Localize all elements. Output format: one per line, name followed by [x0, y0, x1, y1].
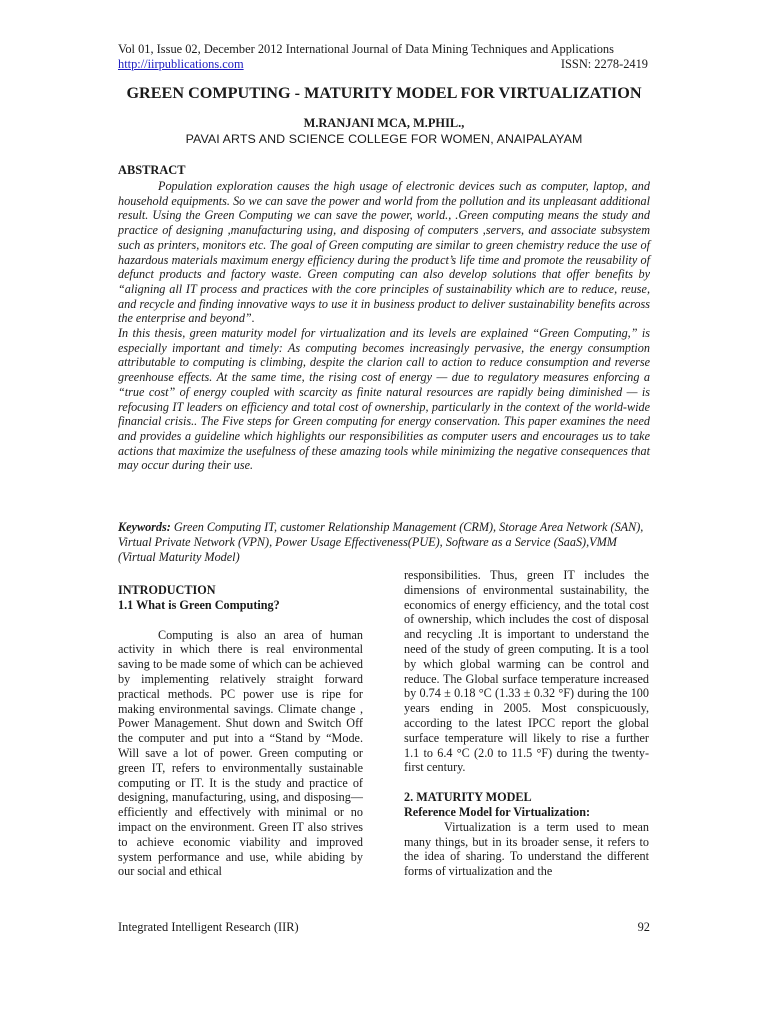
keywords-block	[118, 520, 650, 565]
abstract-body	[118, 179, 650, 473]
author-name: M.RANJANI MCA, M.PHIL.,	[303, 116, 465, 130]
page-number: 92	[637, 920, 650, 934]
introduction-heading: INTRODUCTION	[118, 583, 216, 597]
right-column	[404, 568, 649, 879]
keywords-text: Green Computing IT, customer Relationship Management (CRM), Storage Area Network (SAN), Virtual Private Network (VPN), Power Usage Effectiveness(PUE), Software as a Service (SaaS),VMM (Virtual Maturity Model)	[118, 520, 644, 564]
maturity-model-heading: 2. MATURITY MODEL	[404, 790, 532, 805]
left-column	[118, 568, 363, 879]
journal-url-link[interactable]: http://iirpublications.com	[118, 57, 244, 71]
what-is-green-computing-heading: 1.1 What is Green Computing?	[118, 597, 280, 612]
paper-title: GREEN COMPUTING - MATURITY MODEL FOR VIRTUALIZATION	[126, 84, 642, 102]
footer-journal: Integrated Intelligent Research (IIR)	[118, 920, 299, 934]
keywords-label: Keywords:	[118, 520, 171, 534]
reference-model-heading: Reference Model for Virtualization:	[404, 804, 591, 819]
right-column-body: responsibilities. Thus, green IT includes the dimensions of environmental sustainability, the economics of energy efficiency, and the total cost of ownership, which includes the cost of disposal and recycling .It is important to understand the need of the study of green computing. It is a tool by which global warming can be control and reduce. The Global surface temperature increased by 0.74 ± 0.18 °C (1.33 ± 0.32 °F) during the 100 years ending in 2005. Most conspicuously, according to the latest IPCC report the global surface temperature will likely to rise a further 1.1 to 6.4 °C (2.0 to 11.5 °F) during the twenty-first century.	[404, 568, 649, 775]
abstract-paragraph-1: Population exploration causes the high usage of electronic devices such as computer, laptop, and household equipments. So we can save the power and world from the pollution and its unpleasant additional result. Using the Green Computing we can save the power, world., .Green computing means the study and practice of designing ,manufacturing using, and disposing of computers ,servers, and associate subsystem such as printers, monitors etc. The goal of Green computing are similar to green chemistry reduce the use of hazardous materials maximum energy efficiency during the product’s life time and promote the reusability of defunct products and factory waste. Green computing can also develop solutions that offer benefits by “aligning all IT process and practices with the core principles of sustainability which are to reduce, reuse, and recycle and finding innovative ways to use it in business product to deliver sustainability benefits across the enterprise and beyond”.	[118, 179, 650, 326]
abstract-paragraph-2: In this thesis, green maturity model for virtualization and its levels are explained “Green Computing,” is especially important and timely: As computing becomes increasingly pervasive, the energy consumption attributable to computing is climbing, despite the clarion call to action to reduce consumption and reverse greenhouse effects. At the same time, the rising cost of energy — due to regulatory measures enforcing a “true cost” of energy coupled with scarcity as finite natural resources are rapidly being diminished — is refocusing IT leaders on efficiency and total cost of ownership, particularly in the context of the world-wide financial crisis.. The Five steps for Green computing for energy conservation. This paper examines the need and provides a guideline which highlights our responsibilities as computer users and encourages us to take actions that maximize the usefulness of these amazing tools while minimizing the negative consequences that may occur during their use.	[118, 326, 650, 473]
introduction-body: Computing is also an area of human activity in which there is real environmental saving to be made some of which can be achieved by implementing relatively straight forward practical methods. PC power use is ripe for making environmental savings. Climate change , Power Management. Shut down and Switch Off the computer and put into a “Stand by “Mode. Will save a lot of power. Green computing or green IT, refers to environmentally sustainable computing or IT. It is the study and practice of designing, manufacturing, using, and disposing—efficiently and effectively with minimal or no impact on the environment. Green IT also strives to achieve economic viability and improved system performance and use, while abiding by our social and ethical	[118, 627, 363, 879]
issn-label: ISSN: 2278-2419	[560, 57, 648, 71]
abstract-heading: ABSTRACT	[118, 163, 186, 177]
author-affiliation: PAVAI ARTS AND SCIENCE COLLEGE FOR WOMEN, ANAIPALAYAM	[185, 132, 583, 146]
header-links-row	[118, 57, 648, 72]
virtualization-body: Virtualization is a term used to mean many things, but in its broader sense, it refers to the idea of sharing. To understand the different forms of virtualization and the	[404, 819, 649, 879]
journal-header: Vol 01, Issue 02, December 2012 International Journal of Data Mining Techniques and Applications	[118, 42, 614, 56]
